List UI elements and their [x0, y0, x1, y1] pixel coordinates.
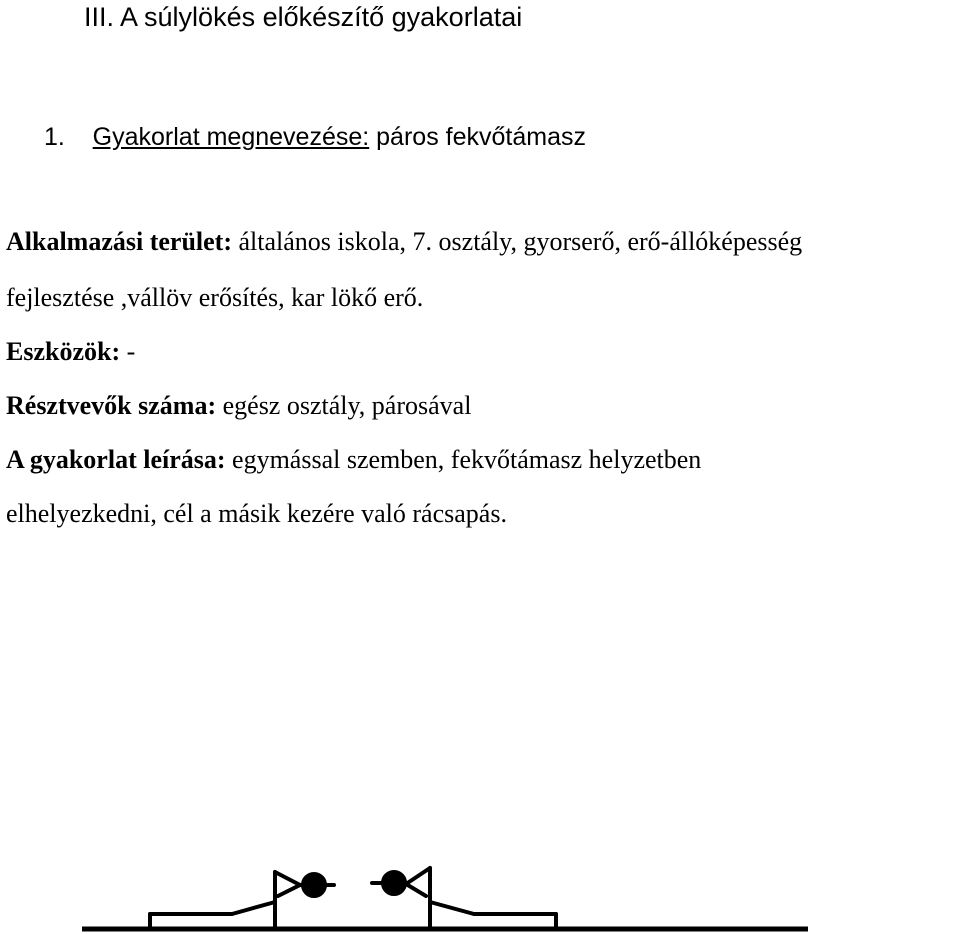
exercise-name-line	[44, 120, 586, 154]
right-figure	[372, 868, 556, 929]
page-title: III. A súlylökés előkészítő gyakorlatai	[84, 2, 523, 32]
description-value: egymással szemben, fekvőtámasz helyzetben	[232, 445, 702, 474]
participants-line	[6, 389, 471, 423]
tools-line	[6, 335, 135, 369]
application-area-label: Alkalmazási terület:	[6, 227, 233, 256]
application-area-line	[6, 225, 802, 259]
application-area-continuation: fejlesztése ,vállöv erősítés, kar lökő erő.	[6, 283, 424, 312]
description-label: A gyakorlat leírása:	[6, 445, 226, 474]
exercise-number: 1.	[44, 123, 65, 151]
description-continuation: elhelyezkedni, cél a másik kezére való rácsapás.	[6, 499, 507, 528]
push-up-pair-illustration	[0, 840, 960, 934]
exercise-name-value: páros fekvőtámasz	[376, 123, 586, 151]
exercise-name-label: Gyakorlat megnevezése:	[92, 123, 370, 151]
tools-value: -	[126, 337, 136, 366]
application-area-value: általános iskola, 7. osztály, gyorserő, erő-állóképesség	[238, 227, 803, 256]
description-line	[6, 443, 701, 477]
tools-label: Eszközök:	[6, 337, 121, 366]
participants-label: Résztvevők száma:	[6, 391, 217, 420]
participants-value: egész osztály, párosával	[222, 391, 472, 420]
left-figure	[150, 872, 334, 929]
